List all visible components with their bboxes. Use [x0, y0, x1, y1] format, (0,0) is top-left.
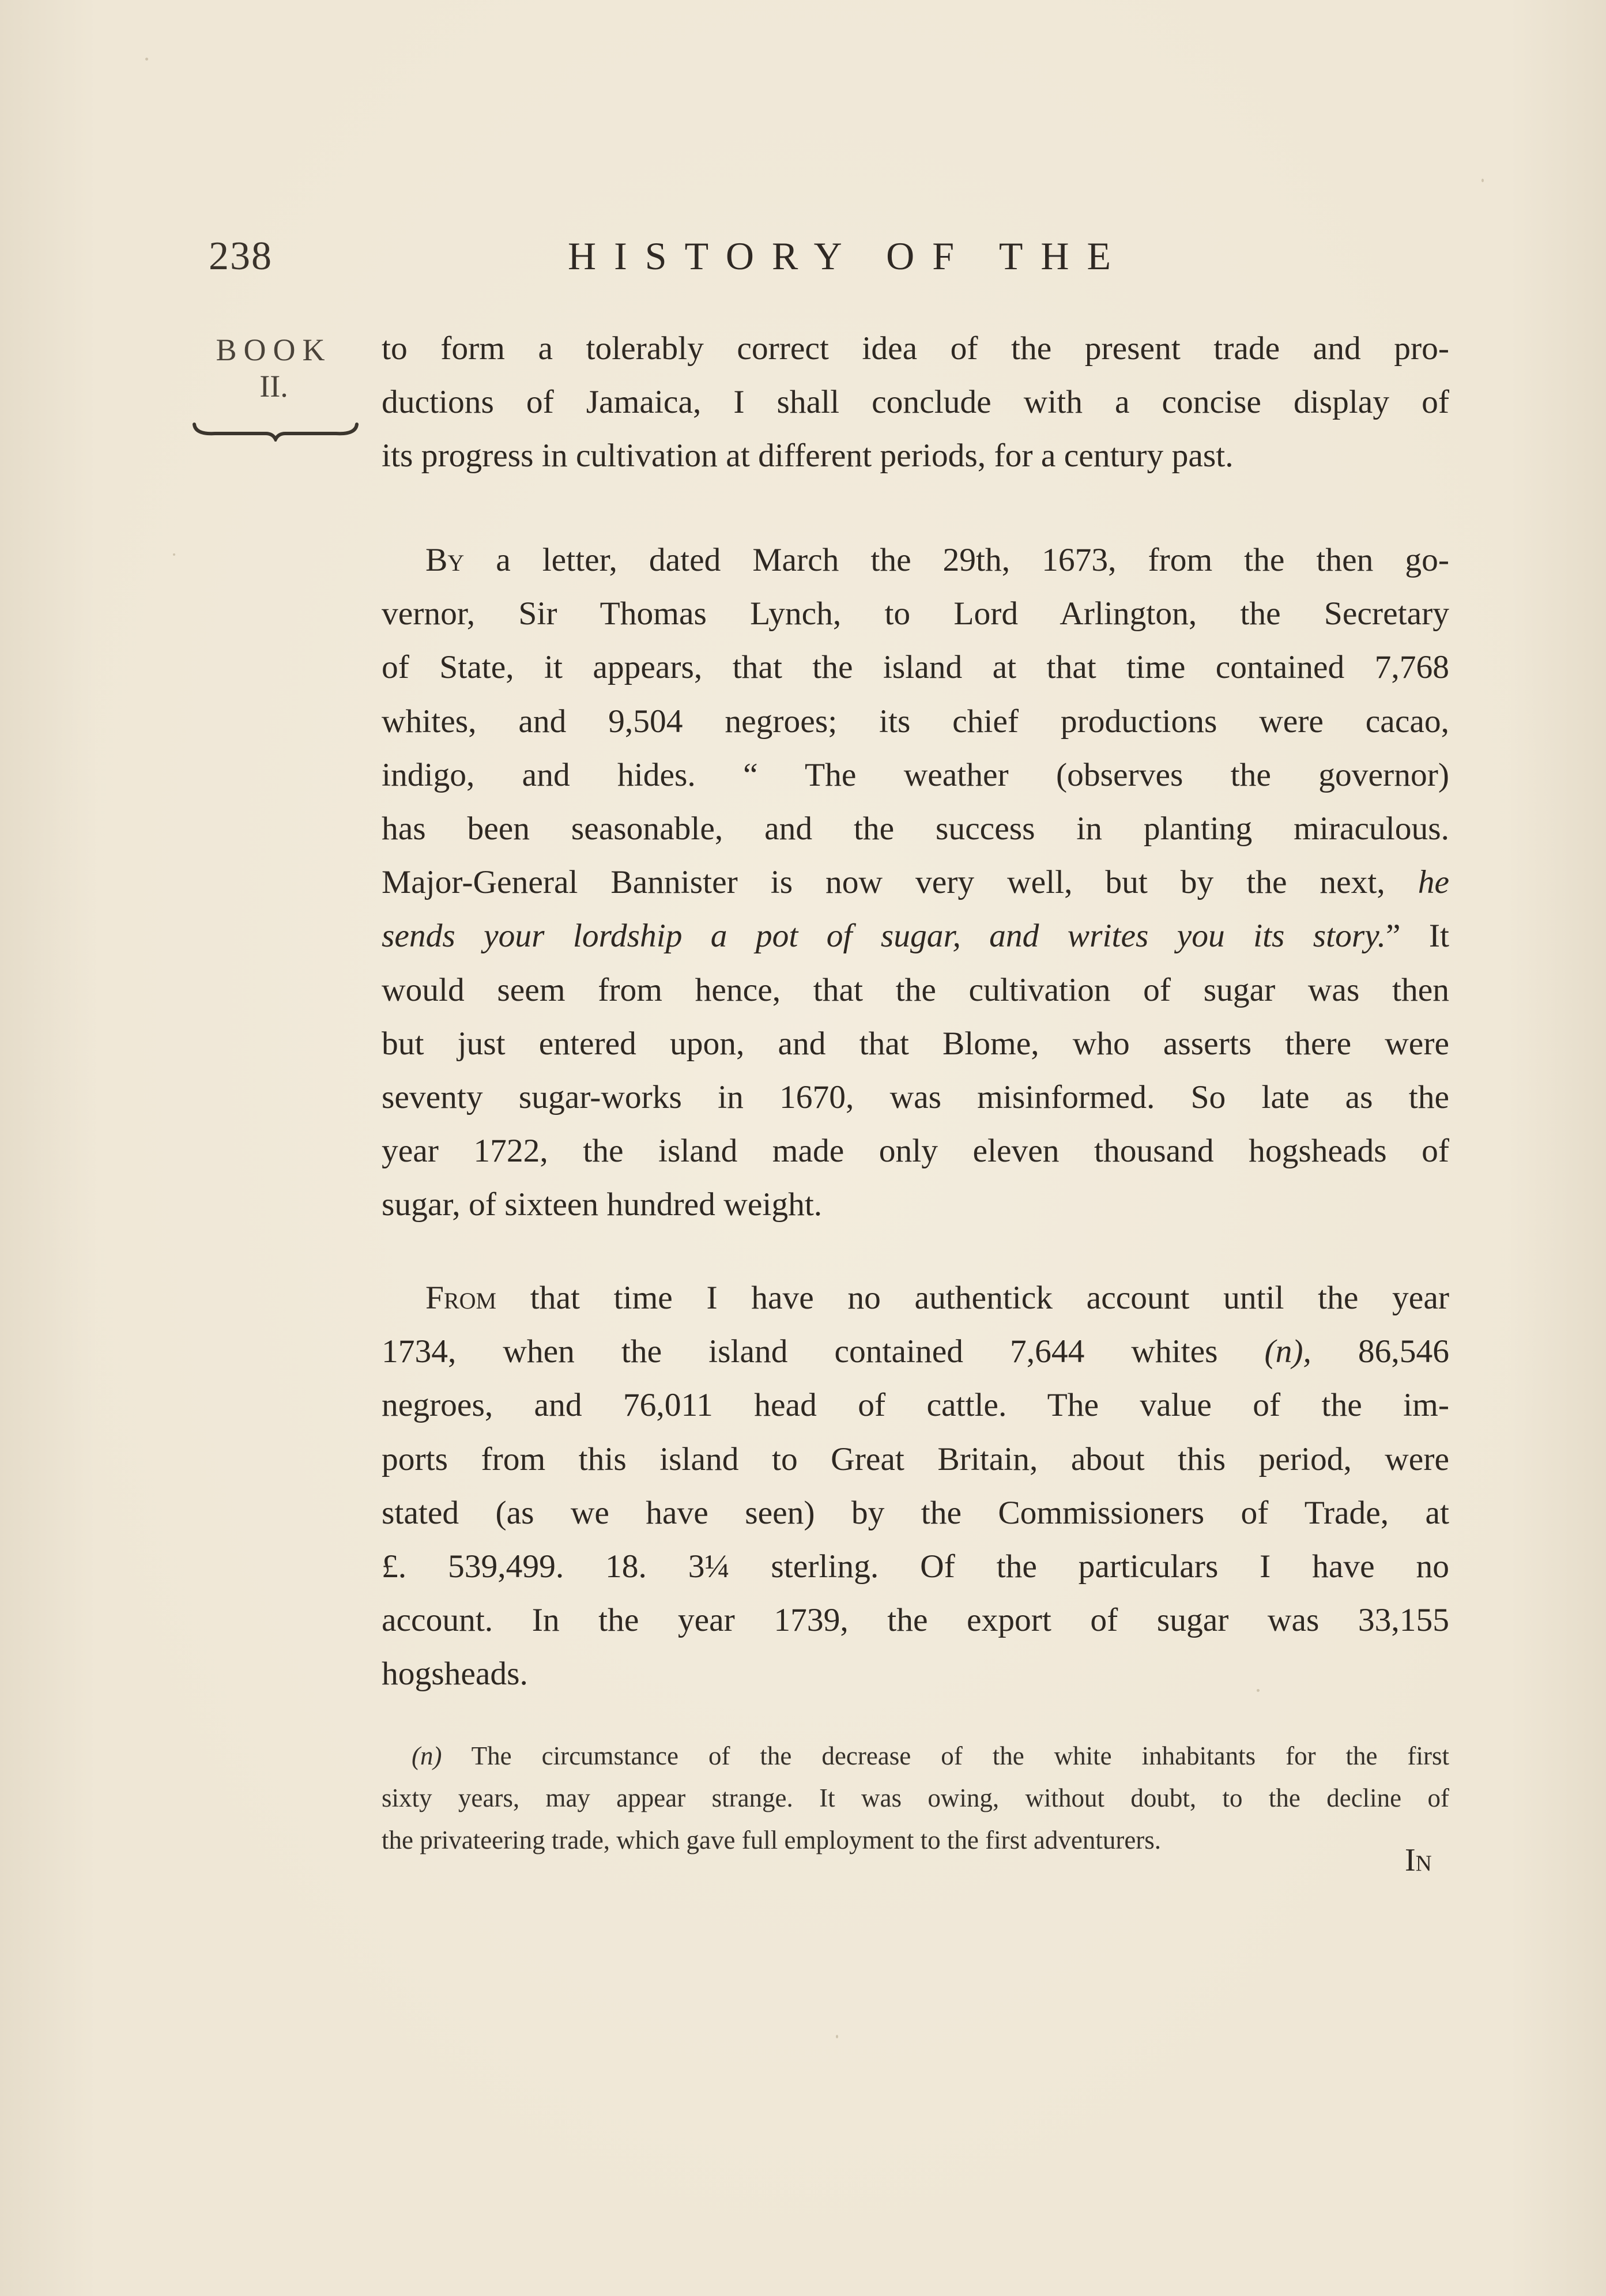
- paper-speck: [836, 2035, 838, 2038]
- text-line: Major-General Bannister is now very well, but by the next, he: [382, 864, 1449, 901]
- paragraph-3: [382, 1271, 1449, 1701]
- catchword: In: [1405, 1842, 1432, 1878]
- text-line: but just entered upon, and that Blome, who asserts there were: [382, 1025, 1449, 1062]
- paper-speck: [173, 553, 175, 556]
- text-line: 1734, when the island contained 7,644 whites (n), 86,546: [382, 1333, 1450, 1370]
- footnote-marker: (n): [412, 1741, 442, 1770]
- footnote-line: the privateering trade, which gave full employment to the first adventurers.: [382, 1826, 1162, 1854]
- running-head: HISTORY OF THE: [568, 234, 1129, 278]
- text-line: would seem from hence, that the cultivation of sugar was then: [382, 971, 1449, 1008]
- italic-quote: sends your lordship a pot of sugar, and writes you its story.: [382, 918, 1386, 955]
- text-line: has been seasonable, and the success in planting miraculous.: [382, 810, 1449, 847]
- margin-note: [190, 331, 357, 404]
- footnote: [382, 1735, 1449, 1861]
- footnote-line: (n) The circumstance of the decrease of the white inhabitants for the first: [412, 1741, 1449, 1770]
- text-line: seventy sugar-works in 1670, was misinformed. So late as the: [382, 1079, 1449, 1115]
- text-line: From that time I have no authentick account until the year: [425, 1280, 1449, 1316]
- paragraph-1: [382, 322, 1449, 483]
- text-line: sends your lordship a pot of sugar, and writes you its story.” It: [382, 918, 1449, 955]
- text-line: whites, and 9,504 negroes; its chief productions were cacao,: [382, 703, 1449, 740]
- page-header: [0, 233, 1606, 297]
- text-line: £. 539,499. 18. 3¼ sterling. Of the particulars I have no: [382, 1548, 1449, 1585]
- text-line: stated (as we have seen) by the Commissioners of Trade, at: [382, 1494, 1449, 1531]
- text-line: to form a tolerably correct idea of the present trade and pro-: [382, 330, 1449, 367]
- text-line: hogsheads.: [382, 1656, 528, 1692]
- margin-brace-ornament: [192, 421, 359, 442]
- text-line: account. In the year 1739, the export of sugar was 33,155: [382, 1602, 1449, 1639]
- text-line: sugar, of sixteen hundred weight.: [382, 1186, 823, 1223]
- text-line: indigo, and hides. “ The weather (observes the governor): [382, 756, 1449, 793]
- lead-caps: From: [425, 1280, 497, 1316]
- paper-speck: [1481, 179, 1484, 182]
- page-number: 238: [209, 234, 273, 278]
- text-line: ductions of Jamaica, I shall conclude with a concise display of: [382, 384, 1449, 421]
- margin-note-number: II.: [259, 369, 288, 404]
- text-line: of State, it appears, that the island at that time contained 7,768: [382, 649, 1449, 686]
- margin-note-book: BOOK: [216, 333, 332, 367]
- footnote-line: sixty years, may appear strange. It was owing, without doubt, to the decline of: [382, 1784, 1449, 1812]
- text-line: ports from this island to Great Britain, about this period, were: [382, 1441, 1449, 1477]
- paragraph-2: [382, 533, 1449, 1231]
- paper-speck: [145, 58, 148, 61]
- footnote-reference: (n),: [1264, 1333, 1311, 1370]
- lead-caps: By: [425, 542, 465, 578]
- paper-speck: [1257, 1689, 1260, 1692]
- text-line: By a letter, dated March the 29th, 1673, from the then go-: [425, 542, 1449, 578]
- text-line: negroes, and 76,011 head of cattle. The value of the im-: [382, 1387, 1449, 1424]
- text-line: year 1722, the island made only eleven thousand hogsheads of: [382, 1133, 1449, 1170]
- text-line: its progress in cultivation at different periods, for a century past.: [382, 438, 1234, 474]
- text-line: vernor, Sir Thomas Lynch, to Lord Arlington, the Secretary: [382, 595, 1449, 632]
